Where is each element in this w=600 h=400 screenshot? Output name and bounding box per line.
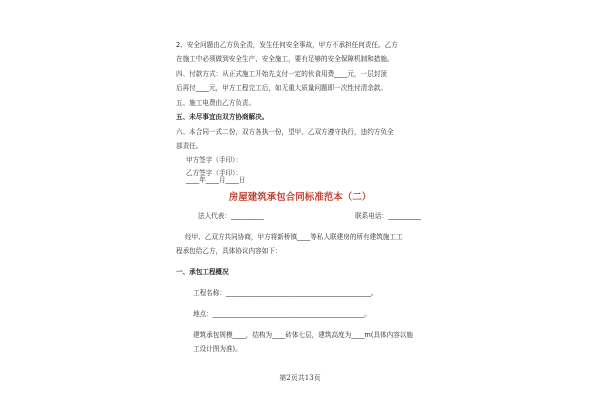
- para-copies-line1: 六、本合同一式二份，双方各执一份，望甲、乙双方遵守执行，违约方负全: [176, 128, 394, 136]
- sign-party-b: 乙方签字（手印）：: [186, 169, 243, 177]
- legal-rep-field: 法人代表：__________: [198, 212, 264, 220]
- para-power: 五、施工电费由乙方负责。: [176, 99, 256, 107]
- sign-party-a: 甲方签字（手印）：: [186, 156, 243, 164]
- para-copies-line2: 部责任。: [176, 142, 203, 150]
- scale-line1: 建筑承包规模____，结构为____砖体七层，建筑高度为____m(具体内容以施: [193, 331, 413, 339]
- para-safety-line1: 2、安全问题由乙方负全责，发生任何安全事故，甲方不承担任何责任。乙方: [176, 41, 398, 49]
- page-title: 房屋建筑承包合同标准范本（二）: [228, 192, 372, 203]
- para-payment-line1: 四、付款方式：从正式施工开始先支付一定的伙食用费____元，一层封顶: [176, 70, 387, 78]
- para-unresolved: 五、未尽事宜由双方协商解决。: [176, 113, 269, 121]
- section-heading: 一、承包工程概况: [176, 268, 229, 276]
- para-safety-line2: 在施工中必须做到安全生产、安全施工，要有足够的安全保障机制和措施。: [176, 55, 394, 63]
- scale-line2: 工设计图为准)。: [193, 345, 242, 353]
- phone-field: 联系电话：__________: [355, 212, 421, 220]
- location-field: 地点：______________________________________________。: [193, 310, 372, 318]
- page-number: 第2页共13页: [279, 374, 321, 382]
- para-payment-line2: 后再付____元，甲方工程完工后，如无重大质量问题即一次性付清余款。: [176, 84, 387, 92]
- project-name-field: 工程名称：____________________________________________。: [193, 289, 378, 297]
- sign-date: ____年____月____日: [186, 176, 246, 184]
- intro-line1: 经甲、乙双方共同协商，甲方将新桥镇____等私人联建房的所有建筑施工工: [185, 233, 403, 241]
- intro-line2: 程承包给乙方，具体协议内容如下：: [176, 247, 282, 255]
